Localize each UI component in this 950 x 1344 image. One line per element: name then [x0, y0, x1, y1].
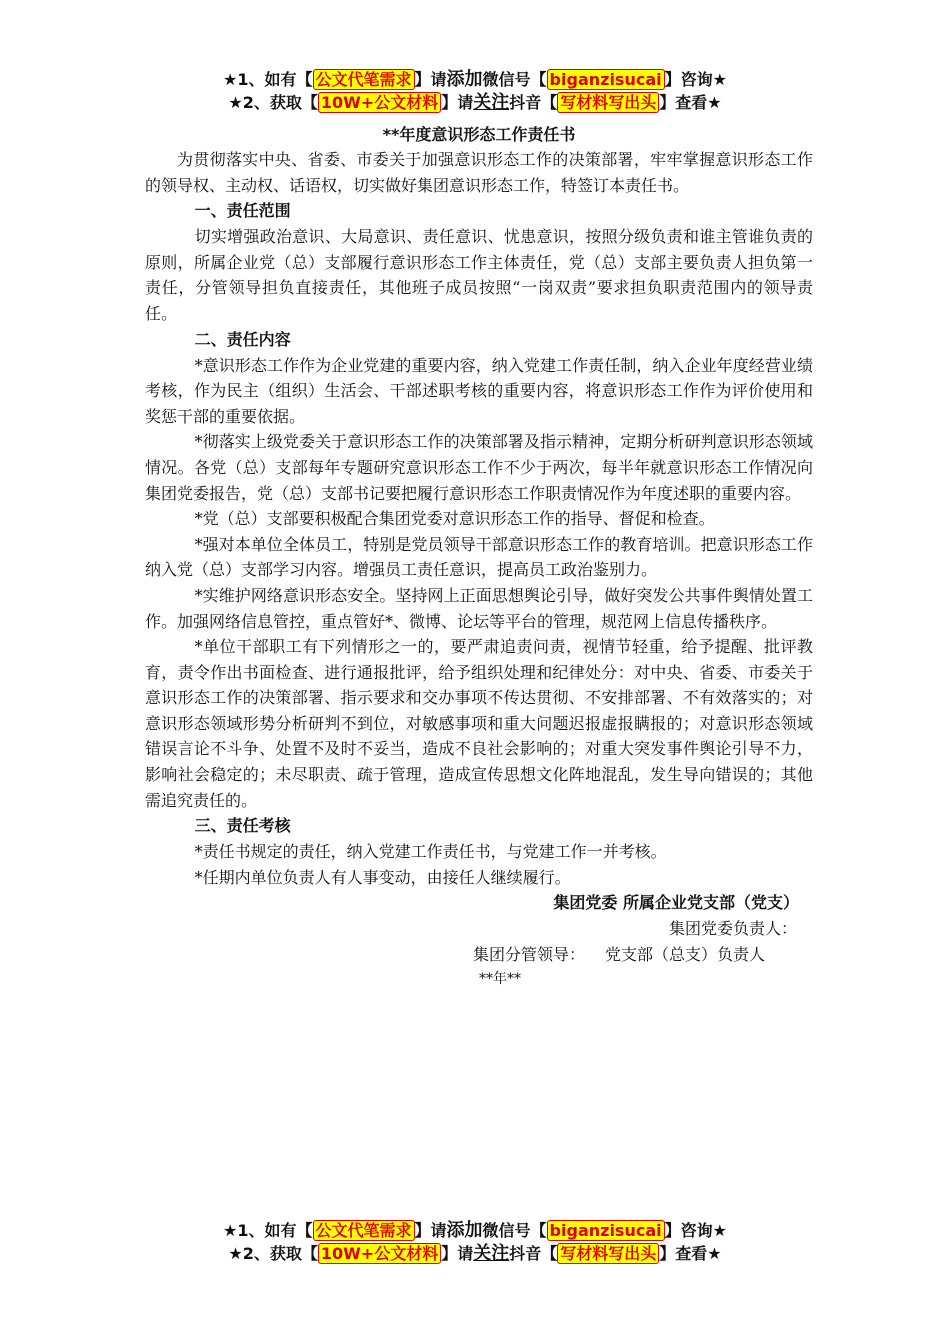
promo-highlight: 写材料写出头	[557, 1243, 659, 1264]
promo-text: 】请	[414, 1221, 447, 1240]
promo-line-2	[0, 91, 950, 114]
promo-highlight: 写材料写出头	[557, 92, 659, 113]
document-body	[145, 122, 813, 993]
paragraph: 切实增强政治意识、大局意识、责任意识、忧患意识，按照分级负责和谁主管谁负责的原则，所属企业党（总）支部履行意识形态工作主体责任，党（总）支部主要负责人担负第一责任，分管领导担负直接责任，其他班子成员按照“一岗双责”要求担负职责范围内的领导责任。	[145, 227, 813, 323]
promo-line-1	[0, 1219, 950, 1242]
promo-text: 抖音【	[509, 1244, 558, 1263]
promo-emphasis: 添加	[446, 69, 483, 90]
paragraph: *责任书规定的责任，纳入党建工作责任书，与党建工作一并考核。	[194, 842, 667, 862]
promo-text: 抖音【	[509, 93, 558, 112]
promo-text: 微信号【	[482, 1221, 547, 1240]
section-heading: 一、责任范围	[194, 201, 291, 221]
signature-branch-leader: 党支部（总支）负责人	[605, 944, 766, 964]
section-heading: 三、责任考核	[194, 816, 291, 836]
promo-text: ★2、获取【	[228, 93, 318, 112]
signature-leaders	[145, 942, 813, 968]
promo-text: 微信号【	[482, 70, 547, 89]
promo-highlight: 10W+公文材料	[318, 1243, 441, 1264]
paragraph: *强对本单位全体员工，特别是党员领导干部意识形态工作的教育培训。把意识形态工作纳入党（总）支部学习内容。增强员工责任意识，提高员工政治鉴别力。	[145, 534, 813, 580]
paragraph: *单位干部职工有下列情形之一的，要严肃追责问责，视情节轻重，给予提醒、批评教育，责令作出书面检查、进行通报批评，给予组织处理和纪律处分：对中央、省委、市委关于意识形态工作的决策部署、指示要求和交办事项不传达贯彻、不安排部署、不有效落实的；对意识形态领域形势分析研判不到位，对敏感事项和重大问题迟报虚报瞒报的；对意识形态领域错误言论不斗争、处置不及时不妥当，造成不良社会影响的；对重大突发事件舆论引导不力，影响社会稳定的；未尽职责、疏于管理，造成宣传思想文化阵地混乱，发生导向错误的；其他需追究责任的。	[145, 637, 813, 810]
paragraph: *实维护网络意识形态安全。坚持网上正面思想舆论引导，做好突发公共事件舆情处置工作。加强网络信息管控，重点管好*、微博、论坛等平台的管理，规范网上信息传播秩序。	[145, 585, 813, 631]
paragraph: *意识形态工作作为企业党建的重要内容，纳入党建工作责任制，纳入企业年度经营业绩考核，作为民主（组织）生活会、干部述职考核的重要内容，将意识形态工作作为评价使用和奖惩干部的重要依据。	[145, 355, 813, 426]
promo-highlight: 公文代笔需求	[313, 1220, 415, 1241]
paragraph: *党（总）支部要积极配合集团党委对意识形态工作的指导、督促和检查。	[194, 509, 715, 529]
paragraph: *彻落实上级党委关于意识形态工作的决策部署及指示精神，定期分析研判意识形态领域情况。各党（总）支部每年专题研究意识形态工作不少于两次，每半年就意识形态工作情况向集团党委报告，党（总）支部书记要把履行意识形态工作职责情况作为年度述职的重要内容。	[145, 432, 813, 503]
document-title: **年度意识形态工作责任书	[382, 125, 576, 144]
promo-line-2	[0, 1242, 950, 1265]
promo-emphasis: 添加	[446, 1220, 483, 1241]
promo-text: ★1、如有【	[223, 70, 313, 89]
signature-party-committee-leader: 集团党委负责人：	[668, 919, 797, 939]
promo-text: 】咨询★	[664, 1221, 727, 1240]
promo-line-1	[0, 68, 950, 91]
bottom-promo-banner	[0, 1219, 950, 1265]
promo-text: 】请	[441, 93, 474, 112]
signature-date: **年**	[479, 971, 521, 988]
section-heading: 二、责任内容	[194, 329, 291, 349]
signature-block	[145, 890, 813, 992]
promo-text: 】查看★	[659, 93, 722, 112]
promo-emphasis: 关注	[473, 1243, 510, 1264]
promo-text: 】请	[414, 70, 447, 89]
promo-highlight: biganzisucai	[547, 1220, 665, 1241]
promo-text: ★1、如有【	[223, 1221, 313, 1240]
promo-highlight: 10W+公文材料	[318, 92, 441, 113]
signature-group-leader: 集团分管领导：	[473, 944, 586, 964]
promo-text: 】查看★	[659, 1244, 722, 1263]
promo-text: 】请	[441, 1244, 474, 1263]
top-promo-banner	[0, 68, 950, 114]
intro-paragraph: 为贯彻落实中央、省委、市委关于加强意识形态工作的决策部署，牢牢掌握意识形态工作的领导权、主动权、话语权，切实做好集团意识形态工作，特签订本责任书。	[145, 150, 813, 195]
signature-parties: 集团党委 所属企业党支部（党支）	[553, 893, 799, 913]
promo-text: 】咨询★	[664, 70, 727, 89]
promo-emphasis: 关注	[473, 92, 510, 113]
paragraph: *任期内单位负责人有人事变动，由接任人继续履行。	[194, 867, 571, 887]
promo-highlight: 公文代笔需求	[313, 69, 415, 90]
promo-text: ★2、获取【	[228, 1244, 318, 1263]
promo-highlight: biganzisucai	[547, 69, 665, 90]
